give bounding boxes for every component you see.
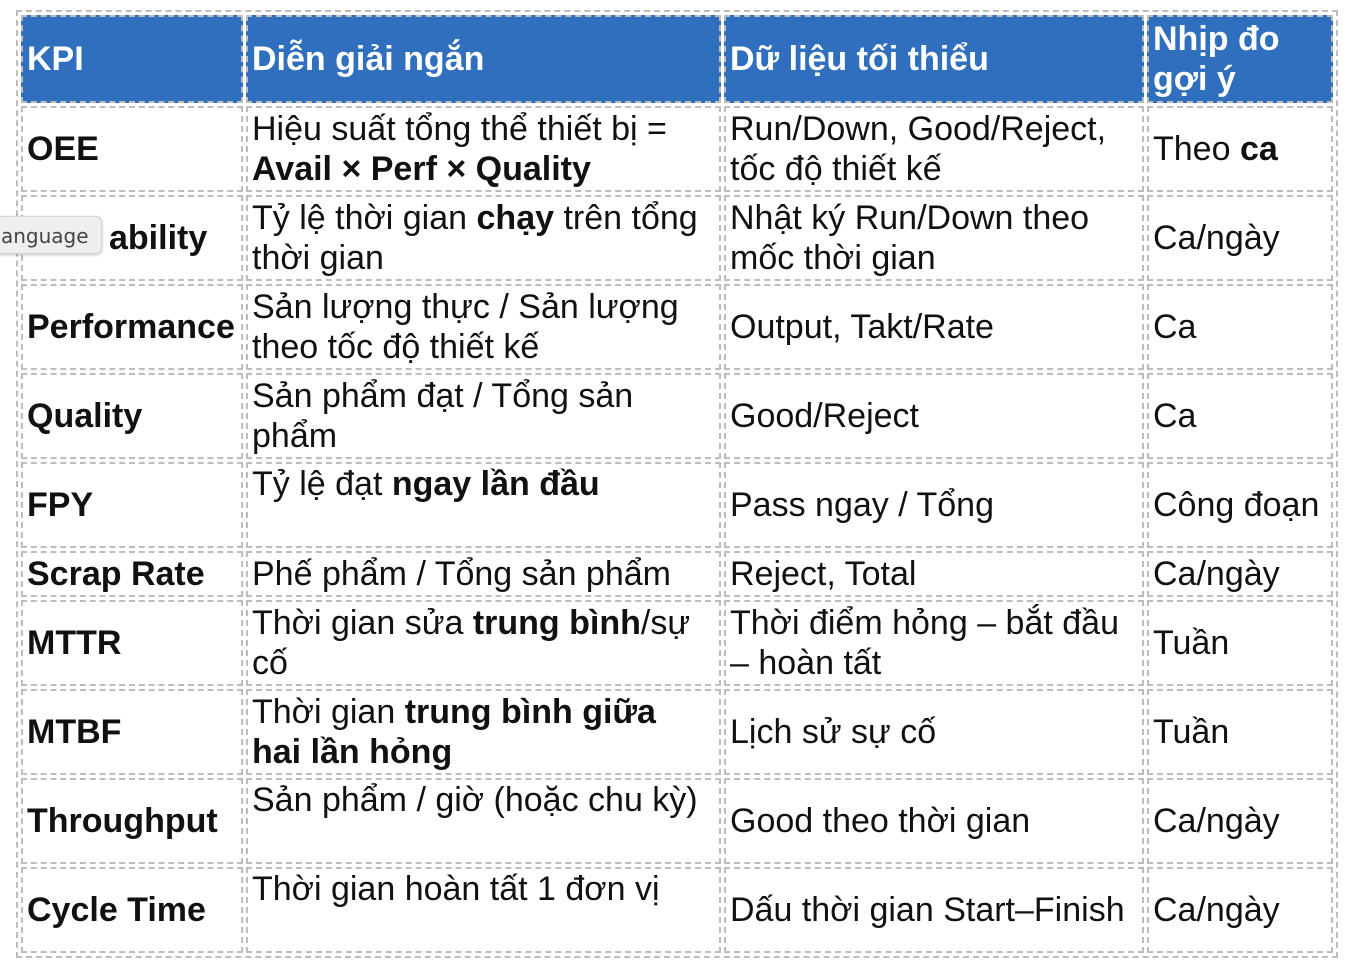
header-min-data: Dữ liệu tối thiểu: [724, 15, 1144, 103]
cell-text: trung bình: [472, 604, 641, 642]
frequency-cell: Ca: [1147, 284, 1333, 370]
min-data-cell: [724, 600, 1144, 686]
header-frequency-line1: Nhịp đo: [1153, 20, 1280, 58]
header-description: Diễn giải ngắn: [246, 15, 721, 103]
cell-text: tốc độ thiết kế: [730, 150, 942, 188]
description-cell: Phế phẩm / Tổng sản phẩm: [246, 551, 721, 597]
description-cell: Sản phẩm / giờ (hoặc chu kỳ): [246, 778, 721, 864]
table-row: [21, 195, 1333, 281]
frequency-cell: Tuần: [1147, 689, 1333, 775]
description-cell: [246, 600, 721, 686]
cell-text: Thời gian sửa: [252, 604, 473, 642]
kpi-cell: Cycle Time: [21, 867, 243, 953]
description-cell: [246, 373, 721, 459]
frequency-cell: Công đoạn: [1147, 462, 1333, 548]
frequency-cell: Ca/ngày: [1147, 551, 1333, 597]
cell-text: Run/Down, Good/Reject,: [730, 110, 1107, 148]
cell-text: thời gian: [252, 239, 384, 277]
table-row: [21, 867, 1333, 953]
kpi-cell: Quality: [21, 373, 243, 459]
header-kpi: KPI: [21, 15, 243, 103]
description-cell: [246, 106, 721, 192]
frequency-cell: Ca: [1147, 373, 1333, 459]
description-cell: Thời gian hoàn tất 1 đơn vị: [246, 867, 721, 953]
min-data-cell: Pass ngay / Tổng: [724, 462, 1144, 548]
table-row: [21, 600, 1333, 686]
frequency-cell: [1147, 106, 1333, 192]
cell-text: trung bình giữa: [404, 693, 656, 731]
kpi-cell: Performance: [21, 284, 243, 370]
cell-text: Hiệu suất tổng thể thiết bị =: [252, 110, 667, 148]
cell-text: Nhật ký Run/Down theo: [730, 199, 1090, 237]
min-data-cell: [724, 195, 1144, 281]
cell-text: – hoàn tất: [730, 644, 882, 682]
min-data-cell: Reject, Total: [724, 551, 1144, 597]
cell-text: theo tốc độ thiết kế: [252, 328, 540, 366]
header-row: [21, 15, 1333, 103]
cell-text: Tỷ lệ thời gian: [252, 199, 477, 237]
min-data-cell: Output, Takt/Rate: [724, 284, 1144, 370]
cell-text: Thời gian: [252, 693, 405, 731]
table-row: [21, 462, 1333, 548]
cell-text: trên tổng: [554, 199, 698, 237]
cell-text: Theo: [1153, 130, 1240, 168]
description-cell: [246, 462, 721, 548]
min-data-cell: Lịch sử sự cố: [724, 689, 1144, 775]
cell-text: ca: [1239, 130, 1278, 168]
kpi-cell: FPY: [21, 462, 243, 548]
table-row: [21, 284, 1333, 370]
min-data-cell: Good theo thời gian: [724, 778, 1144, 864]
table-row: [21, 551, 1333, 597]
header-frequency-line2: gợi ý: [1153, 60, 1236, 98]
kpi-cell: MTTR: [21, 600, 243, 686]
frequency-cell: Ca/ngày: [1147, 867, 1333, 953]
cell-text: Thời điểm hỏng – bắt đầu: [730, 604, 1119, 642]
language-tooltip[interactable]: anguage: [0, 216, 102, 254]
cell-text: phẩm: [252, 417, 338, 455]
frequency-cell: Ca/ngày: [1147, 778, 1333, 864]
min-data-cell: Good/Reject: [724, 373, 1144, 459]
cell-text: ngay lần đầu: [391, 465, 600, 503]
kpi-cell: OEE: [21, 106, 243, 192]
min-data-cell: Dấu thời gian Start–Finish: [724, 867, 1144, 953]
min-data-cell: [724, 106, 1144, 192]
cell-text: /sự: [640, 604, 691, 642]
cell-text: Avail × Perf × Quality: [252, 150, 591, 188]
description-cell: [246, 284, 721, 370]
table-row: [21, 106, 1333, 192]
frequency-cell: Ca/ngày: [1147, 195, 1333, 281]
cell-text: mốc thời gian: [730, 239, 936, 277]
cell-text: Tỷ lệ đạt: [252, 465, 392, 503]
description-cell: [246, 689, 721, 775]
table-row: [21, 689, 1333, 775]
description-cell: [246, 195, 721, 281]
table-row: [21, 778, 1333, 864]
kpi-cell: MTBF: [21, 689, 243, 775]
table-row: [21, 373, 1333, 459]
cell-text: chạy: [476, 199, 555, 237]
cell-text: hai lần hỏng: [252, 733, 453, 771]
frequency-cell: Tuần: [1147, 600, 1333, 686]
kpi-cell: ability: [21, 195, 243, 281]
cell-text: Sản phẩm đạt / Tổng sản: [252, 377, 634, 415]
kpi-cell: Scrap Rate: [21, 551, 243, 597]
header-frequency: [1147, 15, 1333, 103]
kpi-cell: Throughput: [21, 778, 243, 864]
cell-text: cố: [252, 644, 288, 682]
cell-text: Sản lượng thực / Sản lượng: [252, 288, 679, 326]
kpi-table: [16, 10, 1338, 958]
